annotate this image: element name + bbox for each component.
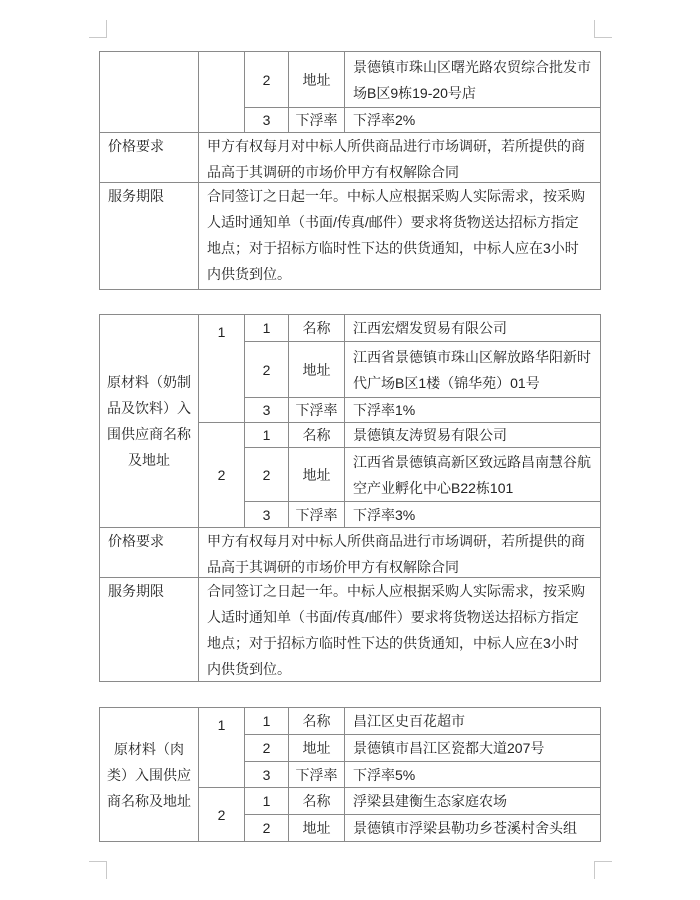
row-number: 1 bbox=[245, 708, 289, 735]
price-requirement-text: 甲方有权每月对中标人所供商品进行市场调研，若所提供的商品高于其调研的市场价甲方有权解除合同 bbox=[199, 528, 601, 578]
row-number: 1 bbox=[245, 423, 289, 448]
price-requirement-text: 甲方有权每月对中标人所供商品进行市场调研，若所提供的商品高于其调研的市场价甲方有权解除合同 bbox=[199, 133, 601, 183]
field-label: 下浮率 bbox=[289, 398, 345, 423]
category-label: 原材料（奶制品及饮料）入围供应商名称及地址 bbox=[100, 315, 199, 528]
row-number: 3 bbox=[245, 762, 289, 788]
row-number: 3 bbox=[245, 502, 289, 528]
service-period-text: 合同签订之日起一年。中标人应根据采购人实际需求，按采购人适时通知单（书面/传真/邮件）要求将货物送达招标方指定地点；对于招标方临时性下达的供货通知，中标人应在3小时内供货到位。 bbox=[199, 183, 601, 290]
supplier-table-continuation bbox=[99, 51, 601, 290]
supplier-index: 2 bbox=[199, 788, 245, 842]
field-value: 下浮率3% bbox=[345, 502, 601, 528]
text-boundary-mark-top-right bbox=[594, 20, 612, 38]
service-period-label: 服务期限 bbox=[100, 183, 199, 290]
field-value: 江西宏熠发贸易有限公司 bbox=[345, 315, 601, 342]
dairy-beverage-supplier-table bbox=[99, 314, 601, 682]
service-period-label: 服务期限 bbox=[100, 578, 199, 682]
field-label: 地址 bbox=[289, 735, 345, 762]
row-number: 2 bbox=[245, 815, 289, 842]
field-value: 景德镇市珠山区曙光路农贸综合批发市场B区9栋19-20号店 bbox=[345, 52, 601, 108]
meat-supplier-table bbox=[99, 707, 601, 842]
field-label: 地址 bbox=[289, 52, 345, 108]
row-number: 1 bbox=[245, 315, 289, 342]
text-boundary-mark-top-left bbox=[89, 20, 107, 38]
row-number: 3 bbox=[245, 108, 289, 133]
text-boundary-mark-bottom-left bbox=[89, 861, 107, 879]
field-value: 江西省景德镇市珠山区解放路华阳新时代广场B区1楼（锦华苑）01号 bbox=[345, 342, 601, 398]
empty-category-cell bbox=[100, 52, 199, 133]
empty-index-cell bbox=[199, 52, 245, 133]
field-label: 名称 bbox=[289, 788, 345, 815]
field-value: 下浮率1% bbox=[345, 398, 601, 423]
row-number: 3 bbox=[245, 398, 289, 423]
field-label: 下浮率 bbox=[289, 762, 345, 788]
field-label: 地址 bbox=[289, 448, 345, 502]
row-number: 2 bbox=[245, 735, 289, 762]
field-label: 地址 bbox=[289, 342, 345, 398]
service-period-text: 合同签订之日起一年。中标人应根据采购人实际需求，按采购人适时通知单（书面/传真/邮件）要求将货物送达招标方指定地点；对于招标方临时性下达的供货通知，中标人应在3小时内供货到位。 bbox=[199, 578, 601, 682]
supplier-index: 1 bbox=[199, 315, 245, 423]
category-label: 原材料（肉类）入围供应商名称及地址 bbox=[100, 708, 199, 842]
field-value: 景德镇市浮梁县勒功乡苍溪村舍头组 bbox=[345, 815, 601, 842]
field-value: 下浮率2% bbox=[345, 108, 601, 133]
row-number: 2 bbox=[245, 342, 289, 398]
text-boundary-mark-bottom-right bbox=[594, 861, 612, 879]
field-label: 名称 bbox=[289, 423, 345, 448]
row-number: 2 bbox=[245, 52, 289, 108]
row-number: 1 bbox=[245, 788, 289, 815]
field-value: 景德镇市昌江区瓷都大道207号 bbox=[345, 735, 601, 762]
supplier-index: 2 bbox=[199, 423, 245, 528]
supplier-index: 1 bbox=[199, 708, 245, 788]
field-label: 名称 bbox=[289, 315, 345, 342]
field-label: 名称 bbox=[289, 708, 345, 735]
field-value: 浮梁县建衡生态家庭农场 bbox=[345, 788, 601, 815]
field-value: 景德镇友涛贸易有限公司 bbox=[345, 423, 601, 448]
row-number: 2 bbox=[245, 448, 289, 502]
field-value: 江西省景德镇高新区致远路昌南慧谷航空产业孵化中心B22栋101 bbox=[345, 448, 601, 502]
field-label: 下浮率 bbox=[289, 502, 345, 528]
price-requirement-label: 价格要求 bbox=[100, 133, 199, 183]
field-label: 下浮率 bbox=[289, 108, 345, 133]
field-label: 地址 bbox=[289, 815, 345, 842]
field-value: 昌江区史百花超市 bbox=[345, 708, 601, 735]
price-requirement-label: 价格要求 bbox=[100, 528, 199, 578]
field-value: 下浮率5% bbox=[345, 762, 601, 788]
